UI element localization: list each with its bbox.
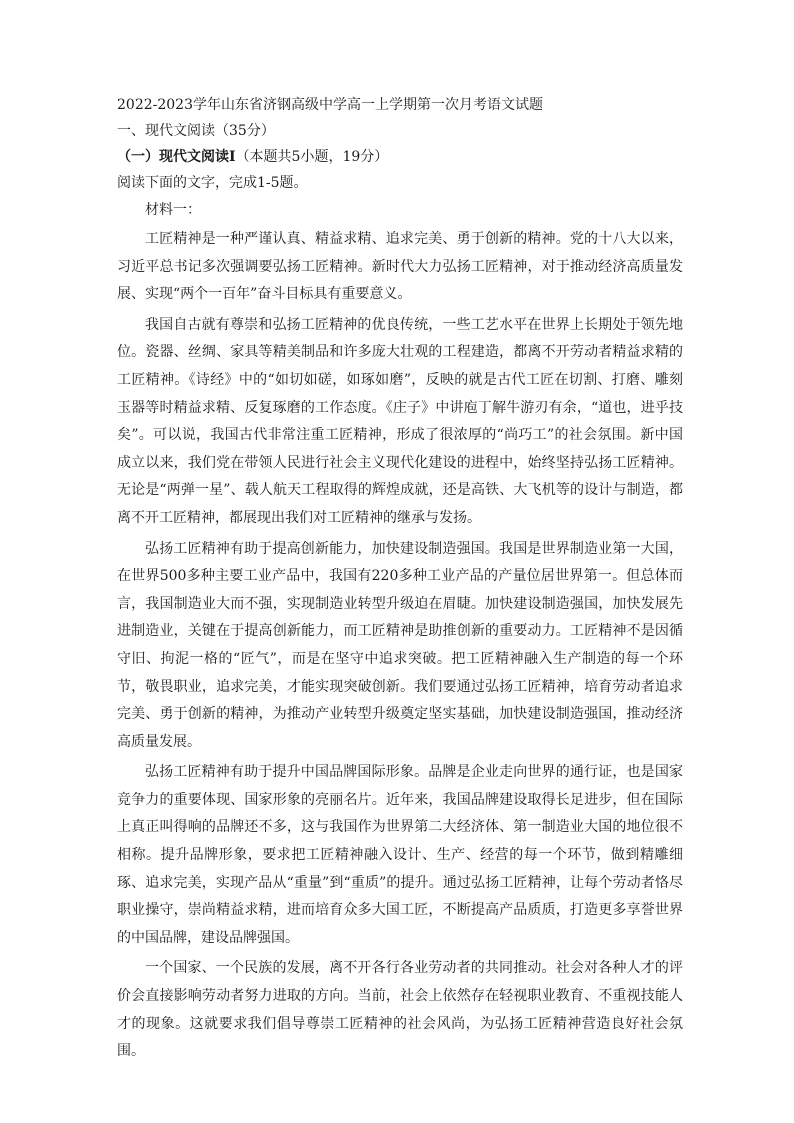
- material-label: 材料一：: [145, 202, 201, 218]
- reading-instruction: 阅读下面的文字，完成1-5题。: [117, 175, 308, 191]
- paragraph-5: 一个国家、一个民族的发展，离不开各行各业劳动者的共同推动。社会对各种人才的评价会直接影响劳动者努力进取的方向。当前，社会上依然存在轻视职业教育、不重视技能人才的现象。这就要求我们倡导尊崇工匠精神的社会风尚，为弘扬工匠精神营造良好社会氛围。: [117, 960, 683, 1060]
- paragraph-4: 弘扬工匠精神有助于提升中国品牌国际形象。品牌是企业走向世界的通行证，也是国家竞争力的重要体现、国家形象的亮丽名片。近年来，我国品牌建设取得长足进步，但在国际上真正叫得响的品牌还不多，这与我国作为世界第二大经济体、第一制造业大国的地位很不相称。提升品牌形象，要求把工匠精神融入设计、生产、经营的每一个环节，做到精雕细琢、追求完美，实现产品从“重量”到“重质”的提升。通过弘扬工匠精神，让每个劳动者恪尽职业操守，崇尚精益求精，进而培育众多大国工匠，不断提高产品质质，打造更多享誉世界的中国品牌，建设品牌强国。: [117, 764, 683, 946]
- subsection-title: （一）现代文阅读Ⅰ: [117, 149, 236, 165]
- subsection-heading: [117, 148, 683, 166]
- paragraph-1: 工匠精神是一种严谨认真、精益求精、追求完美、勇于创新的精神。党的十八大以来，习近平总书记多次强调要弘扬工匠精神。新时代大力弘扬工匠精神，对于推动经济高质量发展、实现“两个一百年”奋斗目标具有重要意义。: [117, 231, 683, 303]
- subsection-note: （本题共5小题，19分）: [235, 149, 389, 165]
- paragraph-2: 我国自古就有尊崇和弘扬工匠精神的优良传统，一些工艺水平在世界上长期处于领先地位。瓷器、丝绸、家具等精美制品和许多庞大壮观的工程建造，都离不开劳动者精益求精的工匠精神。《诗经》中的“如切如磋，如琢如磨”，反映的就是古代工匠在切割、打磨、雕刻玉器等时精益求精、反复琢磨的工作态度。《庄子》中讲庖丁解牛游刃有余，“道也，进乎技矣”。可以说，我国古代非常注重工匠精神，形成了很浓厚的“尚巧工”的社会氛围。新中国成立以来，我们党在带领人民进行社会主义现代化建设的进程中，始终坚持弘扬工匠精神。无论是“两弹一星”、载人航天工程取得的辉煌成就，还是高铁、大飞机等的设计与制造，都离不开工匠精神，都展现出我们对工匠精神的继承与发扬。: [117, 316, 683, 526]
- document-title: 2022-2023学年山东省济钢高级中学高一上学期第一次月考语文试题: [117, 97, 543, 113]
- paragraph-3: 弘扬工匠精神有助于提高创新能力，加快建设制造强国。我国是世界制造业第一大国，在世界500多种主要工业产品中，我国有220多种工业产品的产量位居世界第一。但总体而言，我国制造业大而不强，实现制造业转型升级迫在眉睫。加快建设制造强国，加快发展先进制造业，关键在于提高创新能力，而工匠精神是助推创新的重要动力。工匠精神不是因循守旧、拘泥一格的“匠气”，而是在坚守中追求突破。把工匠精神融入生产制造的每一个环节，敬畏职业，追求完美，才能实现突破创新。我们要通过弘扬工匠精神，培育劳动者追求完美、勇于创新的精神，为推动产业转型升级奠定坚实基础，加快建设制造强国，推动经济高质量发展。: [117, 540, 683, 750]
- section-heading: 一、现代文阅读（35分）: [117, 123, 275, 139]
- document-content: [117, 96, 683, 1069]
